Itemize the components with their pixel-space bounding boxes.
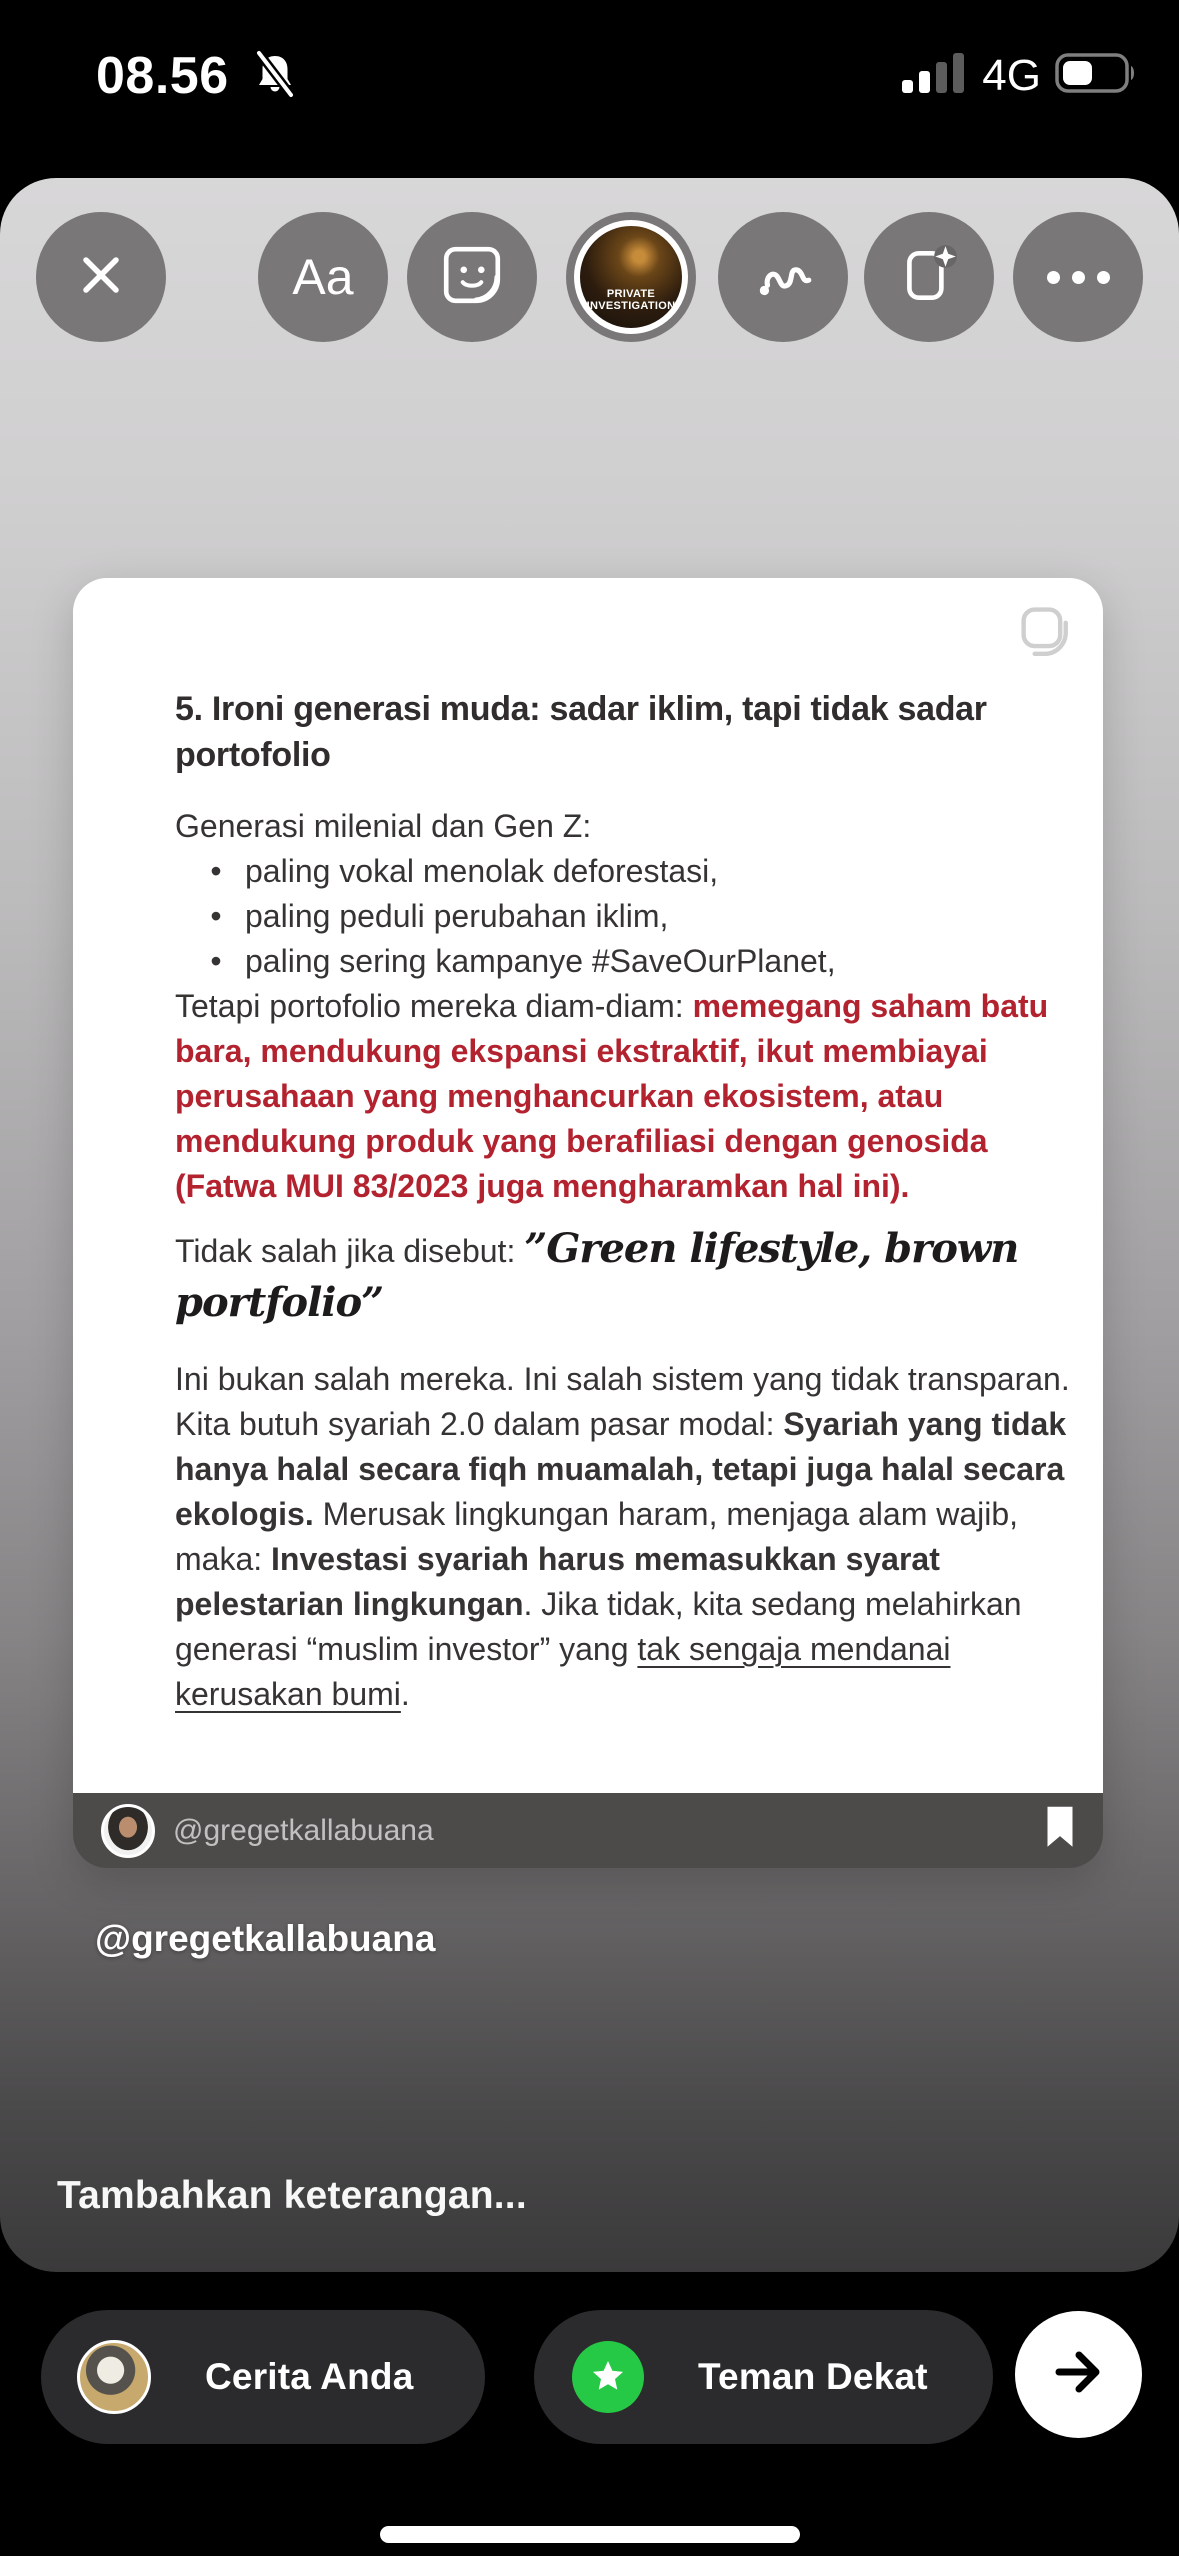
more-options-button[interactable] (1013, 212, 1143, 342)
card-intro: Generasi milenial dan Gen Z: (175, 808, 592, 844)
close-friends-star-icon (572, 2341, 644, 2413)
ringer-muted-icon (252, 50, 298, 105)
card-paragraph-warning: Tetapi portofolio mereka diam-diam: memegang saham batu bara, mendukung ekspansi ekstraktif, ikut membiayai perusahaan yang menghancurkan ekosistem, atau mendukung produk yang berafiliasi dengan genosida (Fatwa MUI 83/2023 juga mengharamkan hal ini). (175, 988, 1049, 1204)
card-quote-line: Tidak salah jika disebut: ”Green lifestyle, brown portfolio” (175, 1225, 1019, 1326)
highlighted-red-text: memegang saham batu bara, mendukung ekspansi ekstraktif, ikut membiayai perusahaan yang menghancurkan ekosistem, atau mendukung produk yang berafiliasi dengan genosida (Fatwa MUI 83/2023 juga mengharamkan hal ini). (175, 988, 1049, 1204)
your-story-label: Cerita Anda (205, 2356, 414, 2397)
add-sticker-button[interactable] (864, 212, 994, 342)
sticker-icon (439, 242, 505, 313)
close-button[interactable] (36, 212, 166, 342)
music-album-art: PRIVATE INVESTIGATION (574, 220, 688, 334)
sticker-tool-button[interactable] (407, 212, 537, 342)
home-indicator[interactable] (380, 2526, 800, 2543)
text-tool-button[interactable] (258, 212, 388, 342)
your-story-avatar (77, 2340, 151, 2414)
music-sticker-button[interactable] (566, 212, 696, 342)
clock: 08.56 (96, 47, 229, 105)
author-handle: @gregetkallabuana (173, 1813, 434, 1847)
author-avatar (101, 1804, 155, 1858)
underlined-text: tak sengaja mendanai kerusakan bumi (175, 1631, 951, 1712)
close-friends-button[interactable] (534, 2310, 993, 2444)
bullet-icon: • (210, 853, 222, 889)
card-title: 5. Ironi generasi muda: sadar iklim, tapi tidak sadar portofolio (175, 690, 987, 774)
arrow-right-icon (1047, 2340, 1111, 2409)
card-attribution-bar (73, 1793, 1103, 1868)
card-paragraph-closing: Ini bukan salah mereka. Ini salah sistem yang tidak transparan. Kita butuh syariah 2.0 dalam pasar modal: Syariah yang tidak hanya halal secara fiqh muamalah, tetapi juga halal secara ekologis. Merusak lingkungan haram, menjaga alam wajib, maka: Investasi syariah harus memasukkan syarat pelestarian lingkungan. Jika tidak, kita sedang melahirkan generasi “muslim investor” yang tak sengaja mendanai kerusakan bumi. (175, 1361, 1070, 1712)
frame-sparkle-icon (896, 242, 962, 313)
network-type-label: 4G (982, 50, 1041, 100)
status-bar (0, 28, 1179, 118)
mention-sticker[interactable]: @gregetkallabuana (95, 1918, 436, 1959)
send-button[interactable] (1015, 2311, 1142, 2438)
text-tool-icon: Aa (292, 249, 354, 305)
caption-input[interactable]: Tambahkan keterangan... (57, 2174, 527, 2217)
draw-tool-button[interactable] (718, 212, 848, 342)
close-friends-label: Teman Dekat (698, 2356, 928, 2397)
more-icon (1047, 271, 1110, 284)
bullet-icon: • (210, 943, 222, 979)
signal-strength-icon (902, 50, 968, 101)
story-canvas[interactable] (0, 178, 1179, 2272)
list-item: • paling vokal menolak deforestasi, (175, 849, 1077, 894)
handwritten-quote: ”Green lifestyle, brown portfolio” (175, 1225, 1019, 1326)
pages-icon (1017, 604, 1079, 671)
list-item: • paling sering kampanye #SaveOurPlanet, (175, 939, 1077, 984)
your-story-button[interactable] (41, 2310, 485, 2444)
list-item: • paling peduli perubahan iklim, (175, 894, 1077, 939)
bookmark-icon (1045, 1806, 1075, 1855)
card-body (73, 578, 1103, 1793)
scribble-icon (750, 242, 816, 313)
bullet-icon: • (210, 898, 222, 934)
close-icon (74, 248, 128, 307)
shared-post-card[interactable] (73, 578, 1103, 1868)
battery-icon (1055, 51, 1139, 100)
